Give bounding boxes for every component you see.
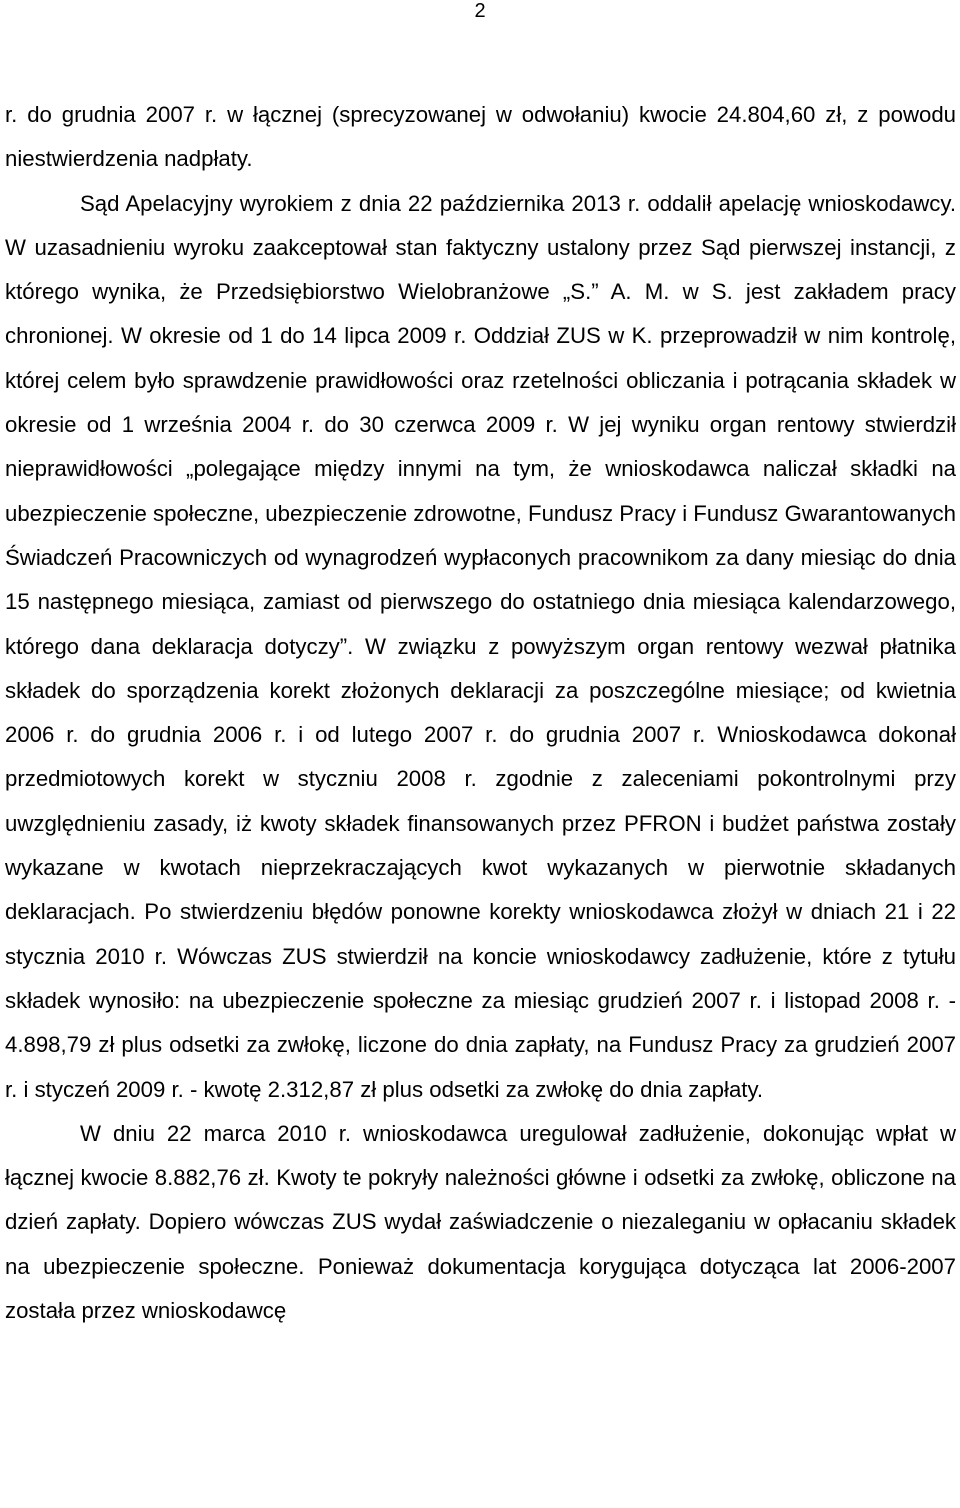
paragraph-debt-settlement: W dniu 22 marca 2010 r. wnioskodawca uregulował zadłużenie, dokonując wpłat w łącznej kwocie 8.882,76 zł. Kwoty te pokryły należności główne i odsetki za zwłokę, obliczone na dzień zapłaty. Dopiero wówczas ZUS wydał zaświadczenie o niezaleganiu w opłacaniu składek na ubezpieczenie społeczne. Ponieważ dokumentacja korygująca dotycząca lat 2006-2007 została przez wnioskodawcę <box>5 1120 956 1324</box>
paragraph-appeal-judgment: Sąd Apelacyjny wyrokiem z dnia 22 października 2013 r. oddalił apelację wnioskodawcy. W uzasadnieniu wyroku zaakceptował stan faktyczny ustalony przez Sąd pierwszej instancji, z którego wynika, że Przedsiębiorstwo Wielobranżowe „S.” A. M. w S. jest zakładem pracy chronionej. W okresie od 1 do 14 lipca 2009 r. Oddział ZUS w K. przeprowadził w nim kontrolę, której celem było sprawdzenie prawidłowości oraz rzetelności obliczania i potrącania składek w okresie od 1 września 2004 r. do 30 czerwca 2009 r. W jej wyniku organ rentowy stwierdził nieprawidłowości „polegające między innymi na tym, że wnioskodawca naliczał składki na ubezpieczenie społeczne, ubezpieczenie zdrowotne, Fundusz Pracy i Fundusz Gwarantowanych Świadczeń Pracowniczych od wynagrodzeń wypłaconych pracownikom za dany miesiąc do dnia 15 następnego miesiąca, zamiast od pierwszego do ostatniego dnia miesiąca kalendarzowego, którego dana deklaracja dotyczy”. W związku z powyższym organ rentowy wezwał płatnika składek do sporządzenia korekt złożonych deklaracji za poszczególne miesiące; od kwietnia 2006 r. do grudnia 2006 r. i od lutego 2007 r. do grudnia 2007 r. Wnioskodawca dokonał przedmiotowych korekt w styczniu 2008 r. zgodnie z zaleceniami pokontrolnymi przy uwzględnieniu zasady, iż kwoty składek finansowanych przez PFRON i budżet państwa zostały wykazane w kwotach nieprzekraczających kwot wykazanych w pierwotnie składanych deklaracjach. Po stwierdzeniu błędów ponowne korekty wnioskodawca złożył w dniach 21 i 22 stycznia 2010 r. Wówczas ZUS stwierdził na koncie wnioskodawcy zadłużenie, które z tytułu składek wynosiło: na ubezpieczenie społeczne za miesiąc grudzień 2007 r. i listopad 2008 r. - 4.898,79 zł plus odsetki za zwłokę, liczone do dnia zapłaty, na Fundusz Pracy za grudzień 2007 r. i styczeń 2009 r. - kwotę 2.312,87 zł plus odsetki za zwłokę do dnia zapłaty. <box>5 190 956 1102</box>
document-body <box>5 93 956 1333</box>
paragraph-continuation: r. do grudnia 2007 r. w łącznej (sprecyzowanej w odwołaniu) kwocie 24.804,60 zł, z powodu niestwierdzenia nadpłaty. <box>5 102 956 172</box>
page-number: 2 <box>474 0 486 22</box>
